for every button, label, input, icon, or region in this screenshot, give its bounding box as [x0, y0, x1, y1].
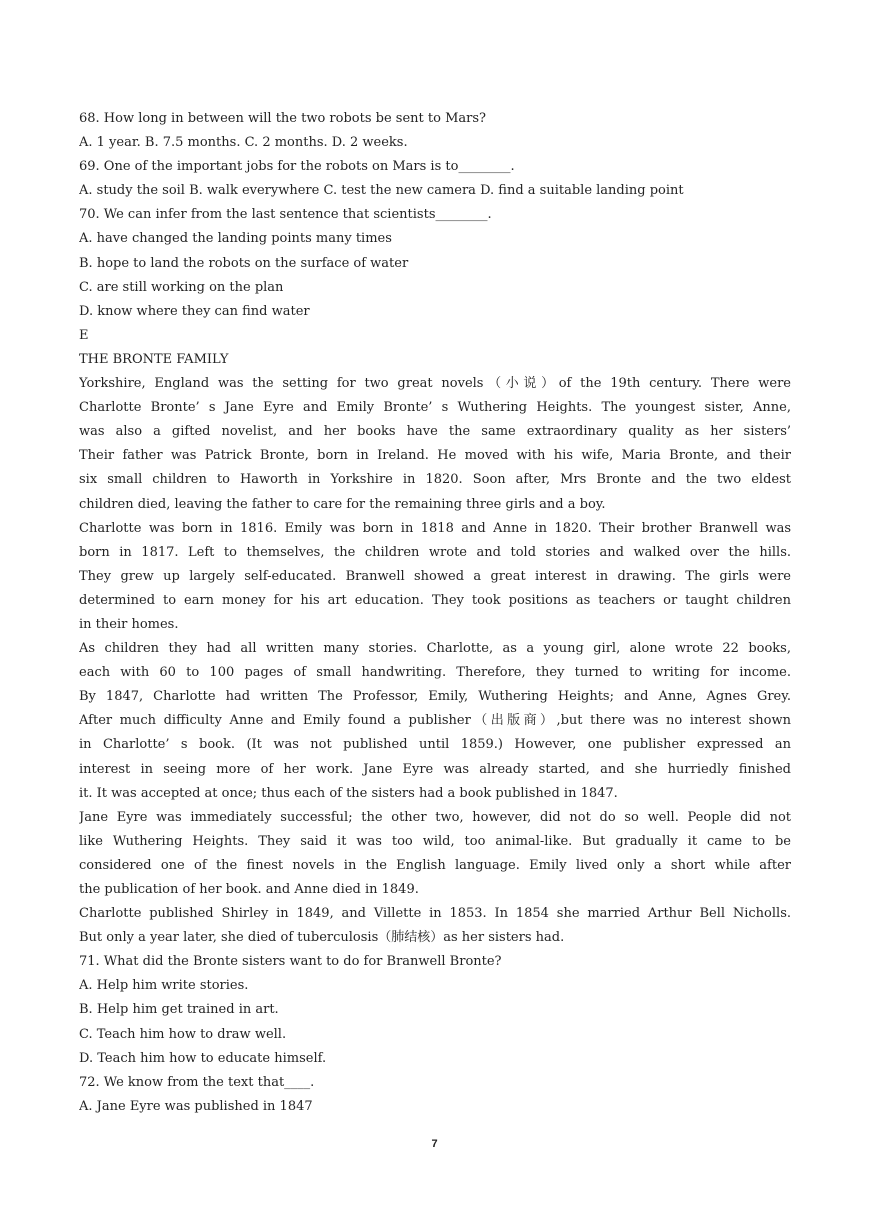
passage-line: in Charlotte’ s book. (It was not published until 1859.) However, one publisher expressed an: [79, 737, 791, 753]
passage-line: But only a year later, she died of tuberculosis（肺结核）as her sisters had.: [79, 930, 565, 946]
passage-line: Charlotte published Shirley in 1849, and Villette in 1853. In 1854 she married Arthur Bell Nicholls.: [79, 906, 791, 922]
question-line: 68. How long in between will the two robots be sent to Mars?: [79, 111, 486, 126]
question-line: 70. We can infer from the last sentence that scientists________.: [79, 207, 492, 223]
question-line: 72. We know from the text that____.: [79, 1074, 315, 1090]
passage-line: considered one of the finest novels in the English language. Emily lived only a short while after: [79, 857, 791, 873]
passage-title: THE BRONTE FAMILY: [79, 351, 229, 367]
passage-line: Yorkshire, England was the setting for two great novels（小说）of the 19th century. There were: [79, 376, 791, 392]
passage-line: children died, leaving the father to care for the remaining three girls and a boy.: [79, 496, 606, 512]
passage-line: in their homes.: [79, 616, 179, 632]
answer-option: A. Jane Eyre was published in 1847: [79, 1098, 313, 1114]
passage-line: the publication of her book. and Anne died in 1849.: [79, 882, 419, 897]
answer-option: D. Teach him how to educate himself.: [79, 1050, 327, 1066]
passage-line: each with 60 to 100 pages of small handwriting. Therefore, they turned to writing for income.: [79, 665, 791, 681]
passage-line: Their father was Patrick Bronte, born in Ireland. He moved with his wife, Maria Bronte, and their: [79, 448, 791, 464]
question-line: 69. One of the important jobs for the robots on Mars is to________.: [79, 159, 515, 175]
answer-option: C. Teach him how to draw well.: [79, 1026, 287, 1042]
passage-line: Charlotte was born in 1816. Emily was born in 1818 and Anne in 1820. Their brother Branwell was: [79, 520, 791, 536]
passage-line: interest in seeing more of her work. Jane Eyre was already started, and she hurriedly finished: [79, 761, 791, 777]
passage-line: After much difficulty Anne and Emily found a publisher（出版商）,but there was no interest shown: [79, 713, 791, 729]
passage-line: Jane Eyre was immediately successful; the other two, however, did not do so well. People did not: [79, 809, 791, 825]
passage-line: born in 1817. Left to themselves, the children wrote and told stories and walked over the hills.: [79, 544, 791, 560]
passage-line: it. It was accepted at once; thus each of the sisters had a book published in 1847.: [79, 785, 618, 801]
page-number: 7: [431, 1138, 438, 1150]
passage-line: By 1847, Charlotte had written The Professor, Emily, Wuthering Heights; and Anne, Agnes Grey.: [79, 689, 791, 705]
answer-option: C. are still working on the plan: [79, 279, 284, 295]
passage-line: As children they had all written many stories. Charlotte, as a young girl, alone wrote 22 books,: [79, 641, 791, 657]
answer-option: A. have changed the landing points many times: [79, 231, 392, 247]
answer-options-line: A. study the soil B. walk everywhere C. test the new camera D. find a suitable landing point: [79, 183, 684, 199]
document-body: [79, 107, 791, 1119]
answer-option: A. Help him write stories.: [79, 978, 249, 994]
passage-line: Charlotte Bronte’ s Jane Eyre and Emily Bronte’ s Wuthering Heights. The youngest sister, Anne,: [79, 400, 791, 416]
question-line: 71. What did the Bronte sisters want to do for Branwell Bronte?: [79, 954, 502, 970]
passage-line: was also a gifted novelist, and her books have the same extraordinary quality as her sisters’: [79, 424, 791, 440]
passage-line: like Wuthering Heights. They said it was too wild, too animal-like. But gradually it came to be: [79, 833, 791, 849]
passage-line: They grew up largely self-educated. Branwell showed a great interest in drawing. The girls were: [79, 568, 791, 584]
answer-option: B. Help him get trained in art.: [79, 1002, 279, 1018]
answer-options-line: A. 1 year. B. 7.5 months. C. 2 months. D. 2 weeks.: [79, 135, 408, 151]
passage-line: six small children to Haworth in Yorkshire in 1820. Soon after, Mrs Bronte and the two eldest: [79, 472, 791, 488]
passage-line: determined to earn money for his art education. They took positions as teachers or taught children: [79, 592, 791, 608]
section-letter: E: [79, 327, 89, 343]
answer-option: B. hope to land the robots on the surface of water: [79, 255, 409, 271]
answer-option: D. know where they can find water: [79, 303, 310, 319]
